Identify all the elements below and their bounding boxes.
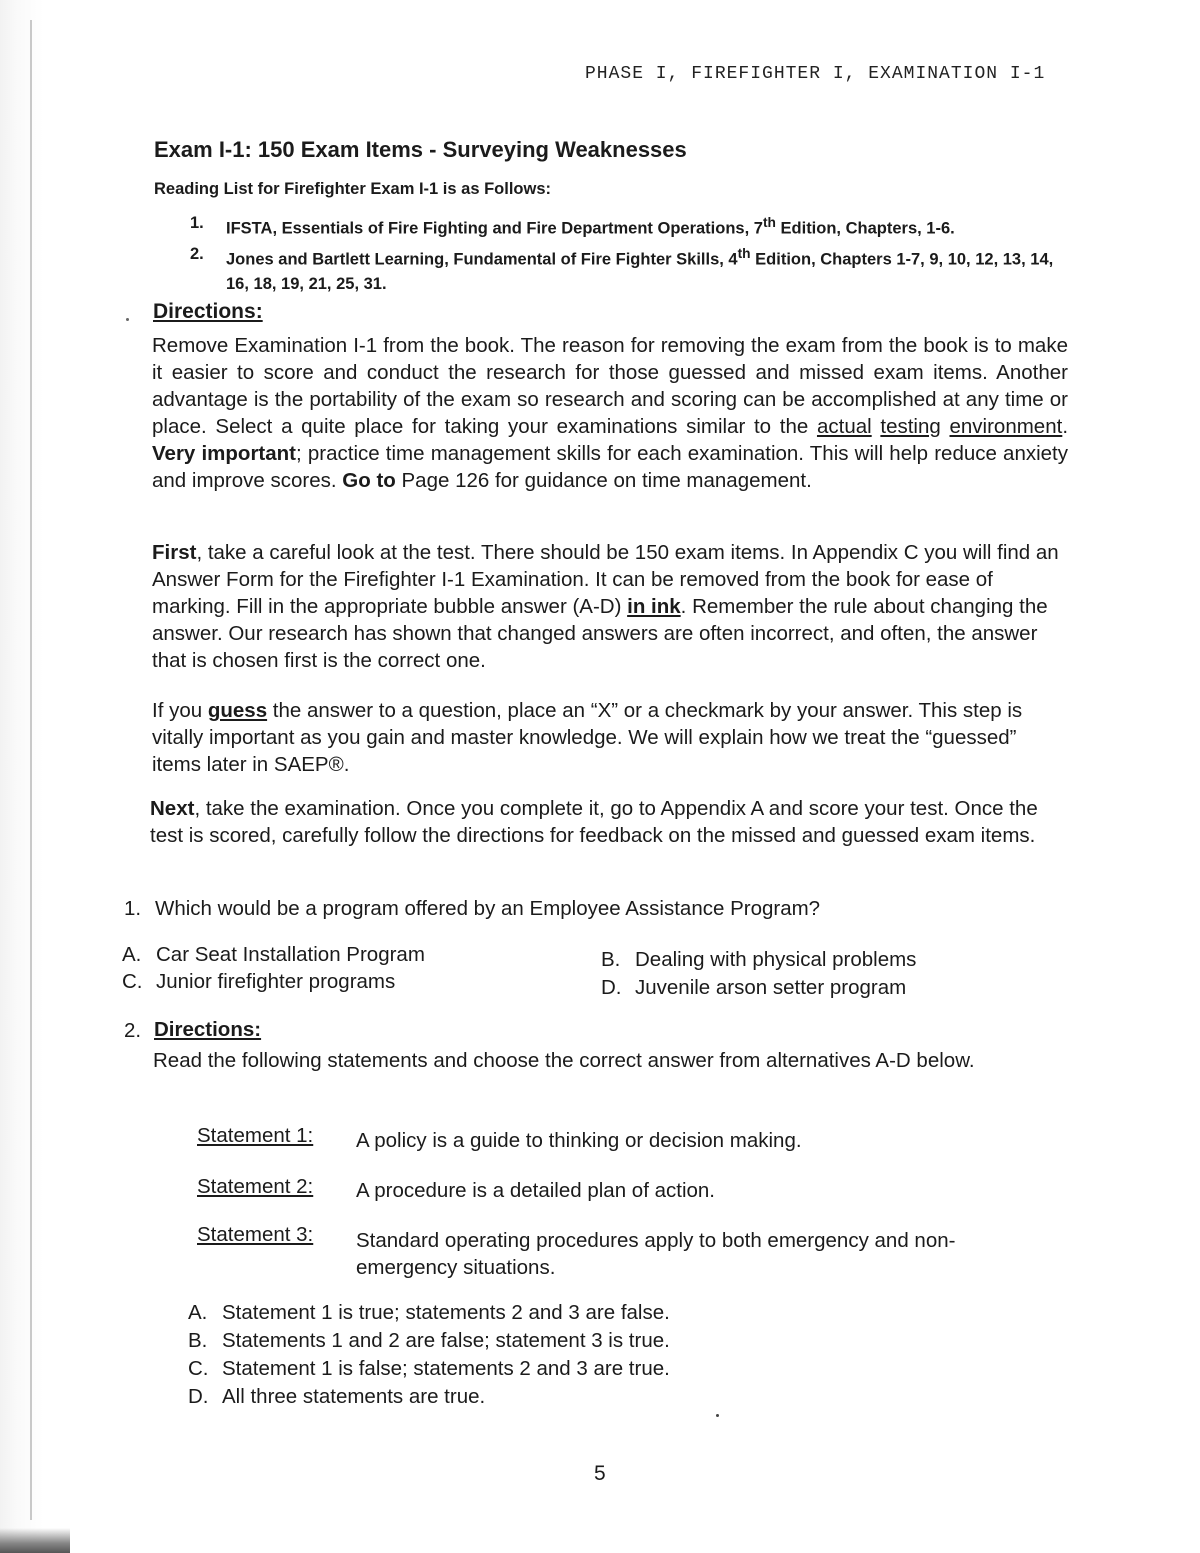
text-run: , take a careful look at the test. There should be 150 exam items. In Appendix C you will find an Answer Form for the Firefighter I-1 Examination. It can be removed from the book for ease of marking. Fill in the appropriate bubble answer (A-D) <box>152 541 1059 618</box>
option-letter: D. <box>188 1385 209 1408</box>
option-text: Car Seat Installation Program <box>156 943 425 966</box>
option-letter: A. <box>122 943 142 966</box>
statement-label: Statement 3: <box>197 1223 314 1246</box>
list-text-part: IFSTA, Essentials of Fire Fighting and Fire Department Operations, 7 <box>226 219 763 238</box>
list-text-part: Jones and Bartlett Learning, Fundamental of Fire Fighter Skills, 4 <box>226 250 738 269</box>
first-paragraph <box>152 539 1068 674</box>
option-text: Juvenile arson setter program <box>635 976 907 999</box>
question-directions-heading: Directions: <box>154 1018 262 1041</box>
question-instruction: Read the following statements and choose the correct answer from alternatives A-D below. <box>153 1049 975 1072</box>
text-run: Page 126 for guidance on time management. <box>395 469 812 492</box>
text-run: , take the examination. Once you complete it, go to Appendix A and score your test. Once the test is scored, carefully follow the directions for feedback on the missed and guessed exam items. <box>150 797 1038 847</box>
scan-speck <box>716 1414 719 1417</box>
guess-paragraph <box>152 697 1058 778</box>
directions-paragraph <box>152 332 1068 494</box>
option-text: All three statements are true. <box>222 1385 486 1408</box>
answer-option <box>601 976 906 1000</box>
option-letter: C. <box>188 1357 209 1380</box>
next-paragraph <box>150 795 1048 849</box>
option-text: Statements 1 and 2 are false; statement 3 is true. <box>222 1329 670 1352</box>
statement-text: A policy is a guide to thinking or decision making. <box>356 1129 802 1152</box>
bold-text: First <box>152 541 197 564</box>
answer-option <box>188 1357 670 1381</box>
reading-list-heading: Reading List for Firefighter Exam I-1 is as Follows: <box>154 180 551 198</box>
text-run: ; practice time management skills for each examination. This will help reduce anxiety and improve scores. <box>152 442 1069 492</box>
answer-option <box>122 943 425 967</box>
text-run: If you <box>152 699 208 722</box>
option-letter: D. <box>601 976 622 999</box>
answer-option <box>188 1329 670 1353</box>
statement-label: Statement 2: <box>197 1175 314 1198</box>
option-letter: B. <box>188 1329 208 1352</box>
scan-speck <box>126 318 129 321</box>
option-text: Dealing with physical problems <box>635 948 917 971</box>
superscript: th <box>762 215 776 230</box>
underlined-text: testing <box>880 415 941 438</box>
list-text <box>226 242 1056 296</box>
text-run: Remove Examination I-1 from the book. The reason for removing the exam from the book is to make it easier to score and conduct the research for those guessed and missed exam items. Another advantage is the portability of the exam so research and scoring can be accomplished at any time or place. Select a quite place for taking your examinations similar to the <box>152 334 1068 438</box>
page-title: Exam I-1: 150 Exam Items - Surveying Weaknesses <box>154 137 687 162</box>
option-letter: C. <box>122 970 143 993</box>
list-text-part: Edition, Chapters 1-7, 9, 10, 12, 13, 14, 16, 18, 19, 21, 25, 31. <box>226 250 1054 293</box>
question-text: Which would be a program offered by an Employee Assistance Program? <box>155 897 821 920</box>
running-head: PHASE I, FIREFIGHTER I, EXAMINATION I-1 <box>585 64 1046 84</box>
directions-heading: Directions: <box>153 300 263 323</box>
option-text: Statement 1 is true; statements 2 and 3 are false. <box>222 1301 670 1324</box>
bold-text: Go to <box>342 469 396 492</box>
text-run: the answer to a question, place an “X” or a checkmark by your answer. This step is vitally important as you gain and master knowledge. We will explain how we treat the “guessed” items later in SAEP®. <box>152 699 1023 776</box>
bold-text: Very important <box>152 442 297 465</box>
underlined-text: environment <box>949 415 1063 438</box>
superscript: th <box>737 246 751 261</box>
question-number: 2. <box>124 1019 142 1042</box>
question-number: 1. <box>124 897 142 920</box>
list-number: 2. <box>190 245 204 263</box>
option-text: Junior firefighter programs <box>156 970 396 993</box>
option-text: Statement 1 is false; statements 2 and 3 are true. <box>222 1357 670 1380</box>
answer-option <box>188 1301 670 1325</box>
text-run: . Remember the rule about changing the answer. Our research has shown that changed answers are often incorrect, and often, the answer that is chosen first is the correct one. <box>152 595 1048 672</box>
option-letter: A. <box>188 1301 208 1324</box>
bold-underlined-text: guess <box>207 699 268 722</box>
text-run: . <box>1062 415 1069 438</box>
answer-option <box>601 948 916 972</box>
statement-label: Statement 1: <box>197 1124 314 1147</box>
bold-text: Next <box>150 797 195 820</box>
statement-text: Standard operating procedures apply to both emergency and non-emergency situations. <box>356 1229 956 1279</box>
list-number: 1. <box>190 214 204 232</box>
answer-option <box>122 970 395 994</box>
list-text-part: Edition, Chapters, 1-6. <box>775 219 955 238</box>
answer-option <box>188 1385 485 1409</box>
underlined-text: actual <box>816 415 872 438</box>
statement-text: A procedure is a detailed plan of action. <box>356 1179 715 1202</box>
page-number: 5 <box>594 1462 606 1485</box>
option-letter: B. <box>601 948 621 971</box>
list-text <box>226 211 1106 241</box>
bold-underlined-text: in ink <box>627 595 681 618</box>
